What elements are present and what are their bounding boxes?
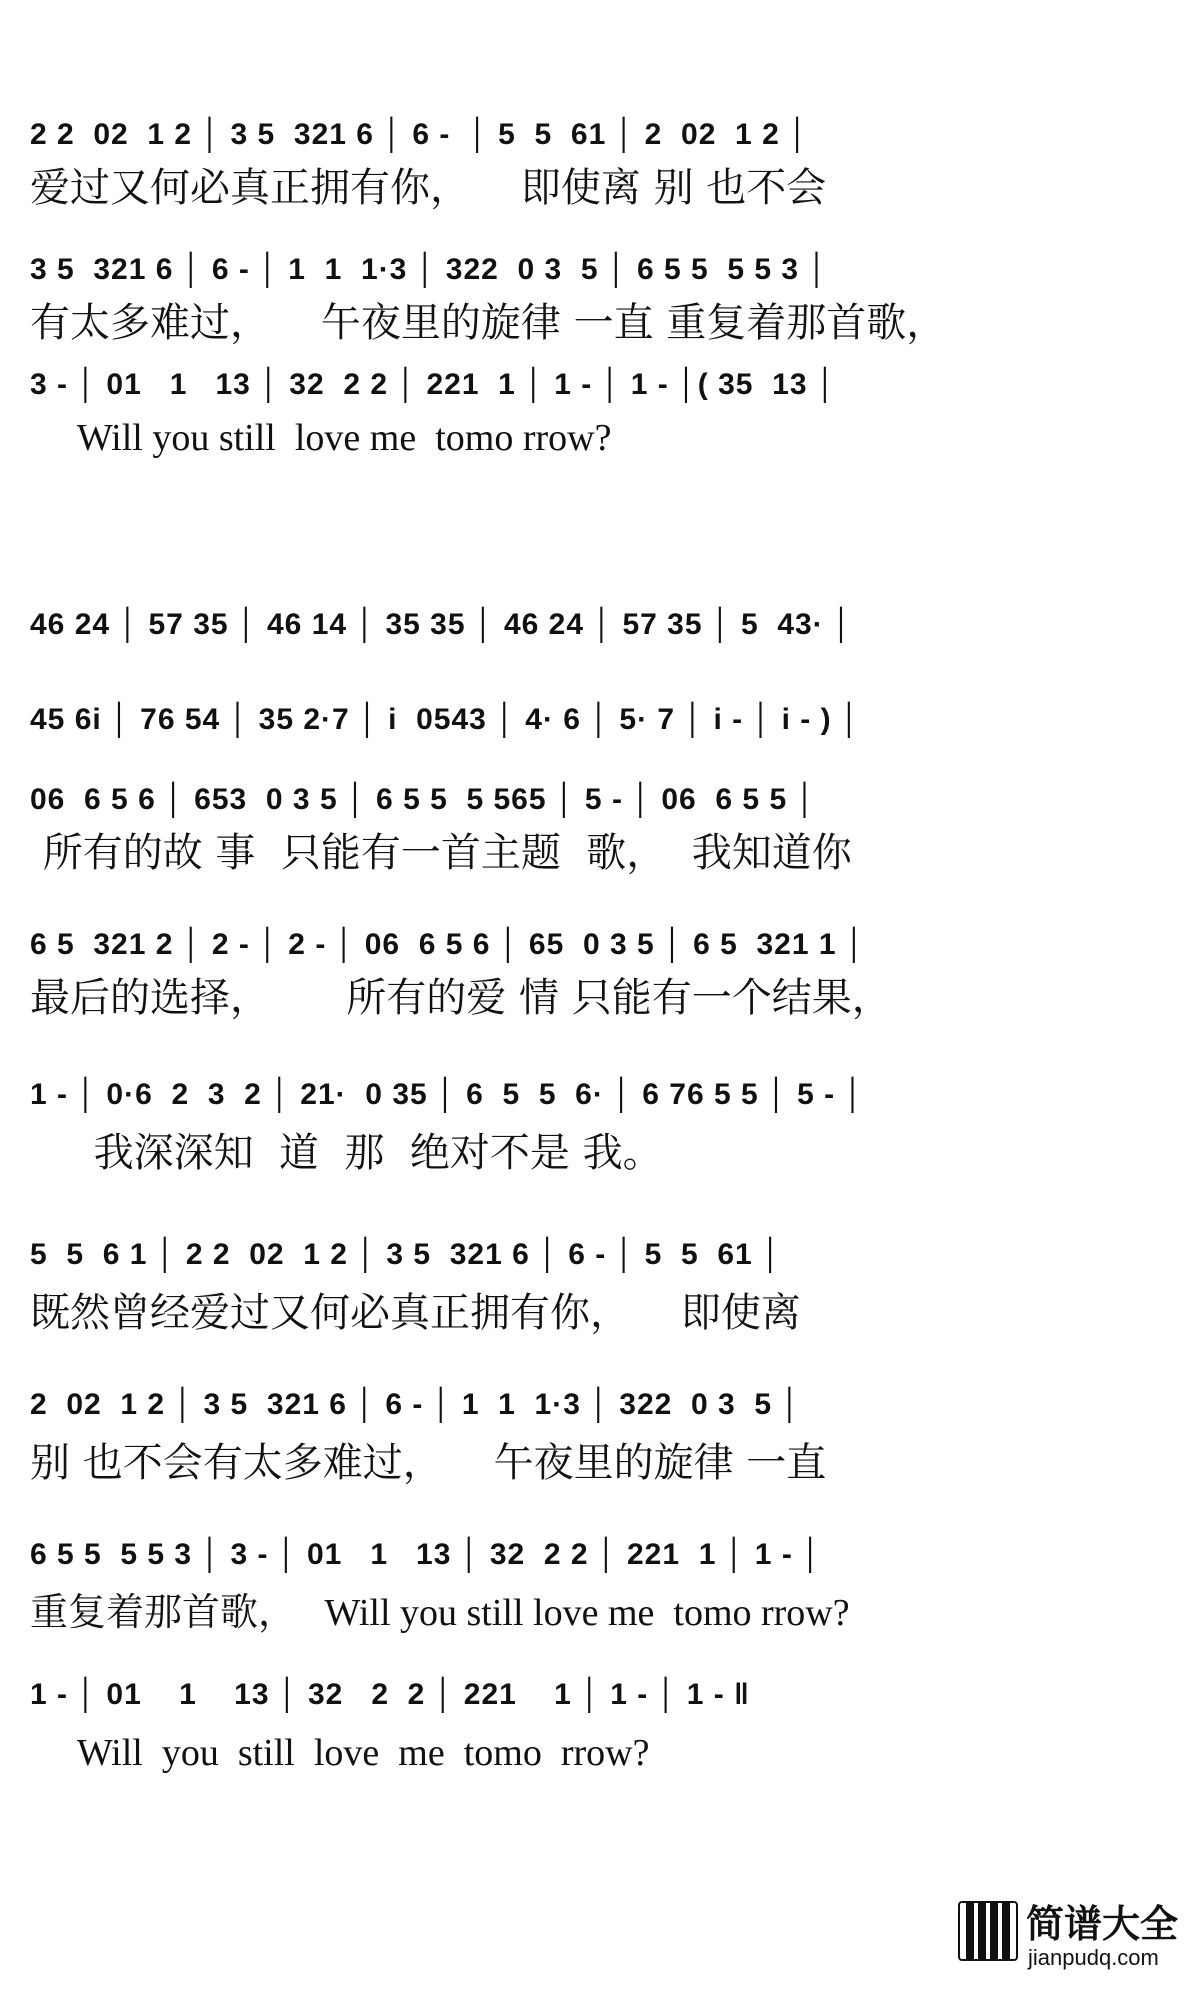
- watermark-name: 简谱大全: [1026, 1902, 1179, 1946]
- notation-line: 46 24 │ 57 35 │ 46 14 │ 35 35 │ 46 24 │ 57 35 │ 5 43· │: [30, 608, 853, 641]
- score-system-10: [0, 1380, 1200, 1490]
- score-system-2: [0, 245, 1200, 355]
- notation-line: 45 6i │ 76 54 │ 35 2·7 │ i 0543 │ 4· 6 │ 5· 7 │ i - │ i - ) │: [30, 703, 861, 736]
- watermark-url: jianpudq.com: [1028, 1945, 1159, 1970]
- lyric-line-english: Will you still love me tomo rrow?: [30, 417, 612, 459]
- score-system-11: [0, 1530, 1200, 1640]
- score-system-6: [0, 775, 1200, 885]
- score-system-4: [0, 600, 1200, 660]
- lyric-line: 别 也不会有太多难过， 午夜里的旋律 一直: [30, 1440, 827, 1486]
- notation-line: 6 5 5 5 5 3 │ 3 - │ 01 1 13 │ 32 2 2 │ 221 1 │ 1 - │: [30, 1538, 822, 1571]
- score-system-5: [0, 695, 1200, 755]
- notation-line: 2 2 02 1 2 │ 3 5 321 6 │ 6 - │ 5 5 61 │ 2 02 1 2 │: [30, 118, 809, 151]
- lyric-line: 最后的选择， 所有的爱 情 只能有一个结果，: [30, 975, 892, 1021]
- score-system-7: [0, 920, 1200, 1030]
- lyric-line: 有太多难过， 午夜里的旋律 一直 重复着那首歌，: [30, 300, 947, 346]
- lyric-line: 爱过又何必真正拥有你， 即使离 别 也不会: [30, 165, 827, 211]
- lyric-line: 所有的故 事 只能有一首主题 歌， 我知道你: [30, 830, 852, 876]
- notation-line: 1 - │ 01 1 13 │ 32 2 2 │ 221 1 │ 1 - │ 1 - ‖: [30, 1678, 750, 1711]
- score-system-1: [0, 110, 1200, 220]
- score-system-8: [0, 1070, 1200, 1180]
- lyric-line-english: Will you still love me tomo rrow?: [30, 1732, 650, 1774]
- notation-line: 5 5 6 1 │ 2 2 02 1 2 │ 3 5 321 6 │ 6 - │ 5 5 61 │: [30, 1238, 782, 1271]
- lyric-line-english: 重复着那首歌， Will you still love me tomo rrow?: [30, 1592, 850, 1634]
- notation-line: 2 02 1 2 │ 3 5 321 6 │ 6 - │ 1 1 1·3 │ 322 0 3 5 │: [30, 1388, 802, 1421]
- lyric-line: 既然曾经爱过又何必真正拥有你， 即使离: [30, 1290, 801, 1336]
- watermark-logo: [958, 1893, 1188, 1977]
- lyric-line: 我深深知 道 那 绝对不是 我。: [30, 1130, 663, 1176]
- piano-keys-icon: [958, 1901, 1018, 1961]
- notation-line: 06 6 5 6 │ 653 0 3 5 │ 6 5 5 5 565 │ 5 - │ 06 6 5 5 │: [30, 783, 817, 816]
- notation-line: 3 - │ 01 1 13 │ 32 2 2 │ 221 1 │ 1 - │ 1 - │( 35 13 │: [30, 368, 837, 401]
- notation-line: 1 - │ 0·6 2 3 2 │ 21· 0 35 │ 6 5 5 6· │ 6 76 5 5 │ 5 - │: [30, 1078, 865, 1111]
- notation-line: 3 5 321 6 │ 6 - │ 1 1 1·3 │ 322 0 3 5 │ 6 5 5 5 5 3 │: [30, 253, 829, 286]
- notation-line: 6 5 321 2 │ 2 - │ 2 - │ 06 6 5 6 │ 65 0 3 5 │ 6 5 321 1 │: [30, 928, 866, 961]
- score-system-9: [0, 1230, 1200, 1340]
- score-system-3: [0, 360, 1200, 470]
- score-system-12: [0, 1670, 1200, 1780]
